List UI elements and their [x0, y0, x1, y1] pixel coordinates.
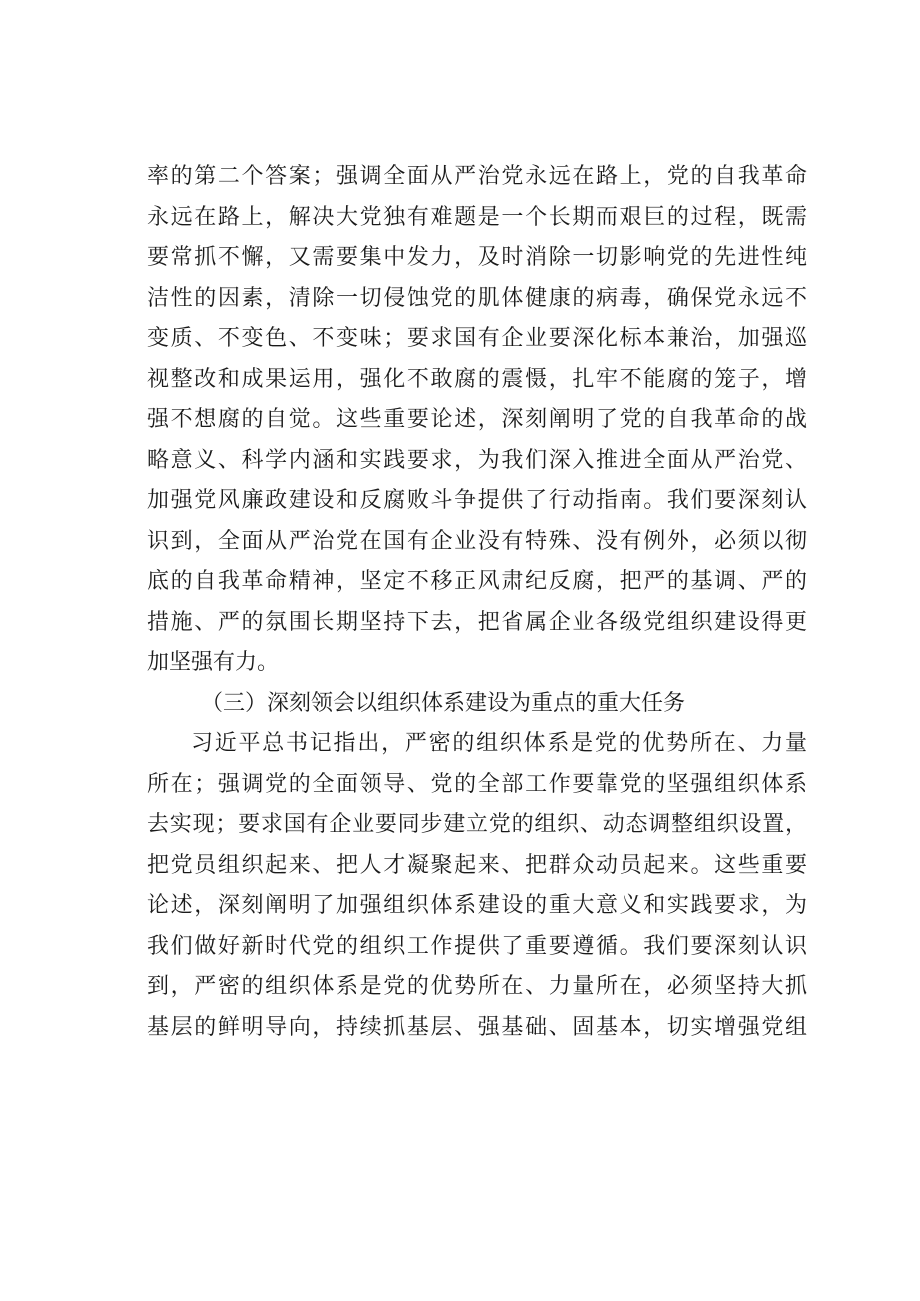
text-line: 洁性的因素，清除一切侵蚀党的肌体健康的病毒，确保党永远不	[147, 285, 807, 311]
text-line: 略意义、科学内涵和实践要求，为我们深入推进全面从严治党、	[147, 447, 807, 473]
text-line: 所在；强调党的全面领导、党的全部工作要靠党的坚强组织体系	[147, 771, 807, 797]
text-line: 我们做好新时代党的组织工作提供了重要遵循。我们要深刻认识	[147, 933, 807, 959]
text-line: 率的第二个答案；强调全面从严治党永远在路上，党的自我革命	[147, 164, 807, 189]
text-line: 把党员组织起来、把人才凝聚起来、把群众动员起来。这些重要	[147, 852, 807, 878]
text-line: 基层的鲜明导向，持续抓基层、强基础、固基本，切实增强党组	[147, 1014, 807, 1040]
text-line: 去实现；要求国有企业要同步建立党的组织、动态调整组织设置，	[147, 812, 807, 837]
text-line: 永远在路上，解决大党独有难题是一个长期而艰巨的过程，既需	[147, 204, 807, 230]
text-line: 要常抓不懈，又需要集中发力，及时消除一切影响党的先进性纯	[147, 245, 807, 270]
text-line: 识到，全面从严治党在国有企业没有特殊、没有例外，必须以彻	[147, 528, 807, 554]
section-heading: （三）深刻领会以组织体系建设为重点的重大任务	[201, 690, 686, 716]
text-line: 措施、严的氛围长期坚持下去，把省属企业各级党组织建设得更	[147, 609, 807, 635]
text-line: 视整改和成果运用，强化不敢腐的震慑，扎牢不能腐的笼子，增	[147, 366, 807, 392]
text-line: 加强党风廉政建设和反腐败斗争提供了行动指南。我们要深刻认	[147, 488, 807, 513]
text-line: 加坚强有力。	[147, 650, 280, 675]
text-line: 强不想腐的自觉。这些重要论述，深刻阐明了党的自我革命的战	[147, 407, 807, 432]
text-line: 论述，深刻阐明了加强组织体系建设的重大意义和实践要求，为	[147, 893, 807, 918]
text-line: 到，严密的组织体系是党的优势所在、力量所在，必须坚持大抓	[147, 974, 807, 999]
text-line: 变质、不变色、不变味；要求国有企业要深化标本兼治，加强巡	[147, 326, 807, 351]
text-line: 底的自我革命精神，坚定不移正风肃纪反腐，把严的基调、严的	[147, 569, 807, 594]
document-body	[147, 157, 807, 1048]
text-line: 习近平总书记指出，严密的组织体系是党的优势所在、力量	[191, 731, 807, 756]
